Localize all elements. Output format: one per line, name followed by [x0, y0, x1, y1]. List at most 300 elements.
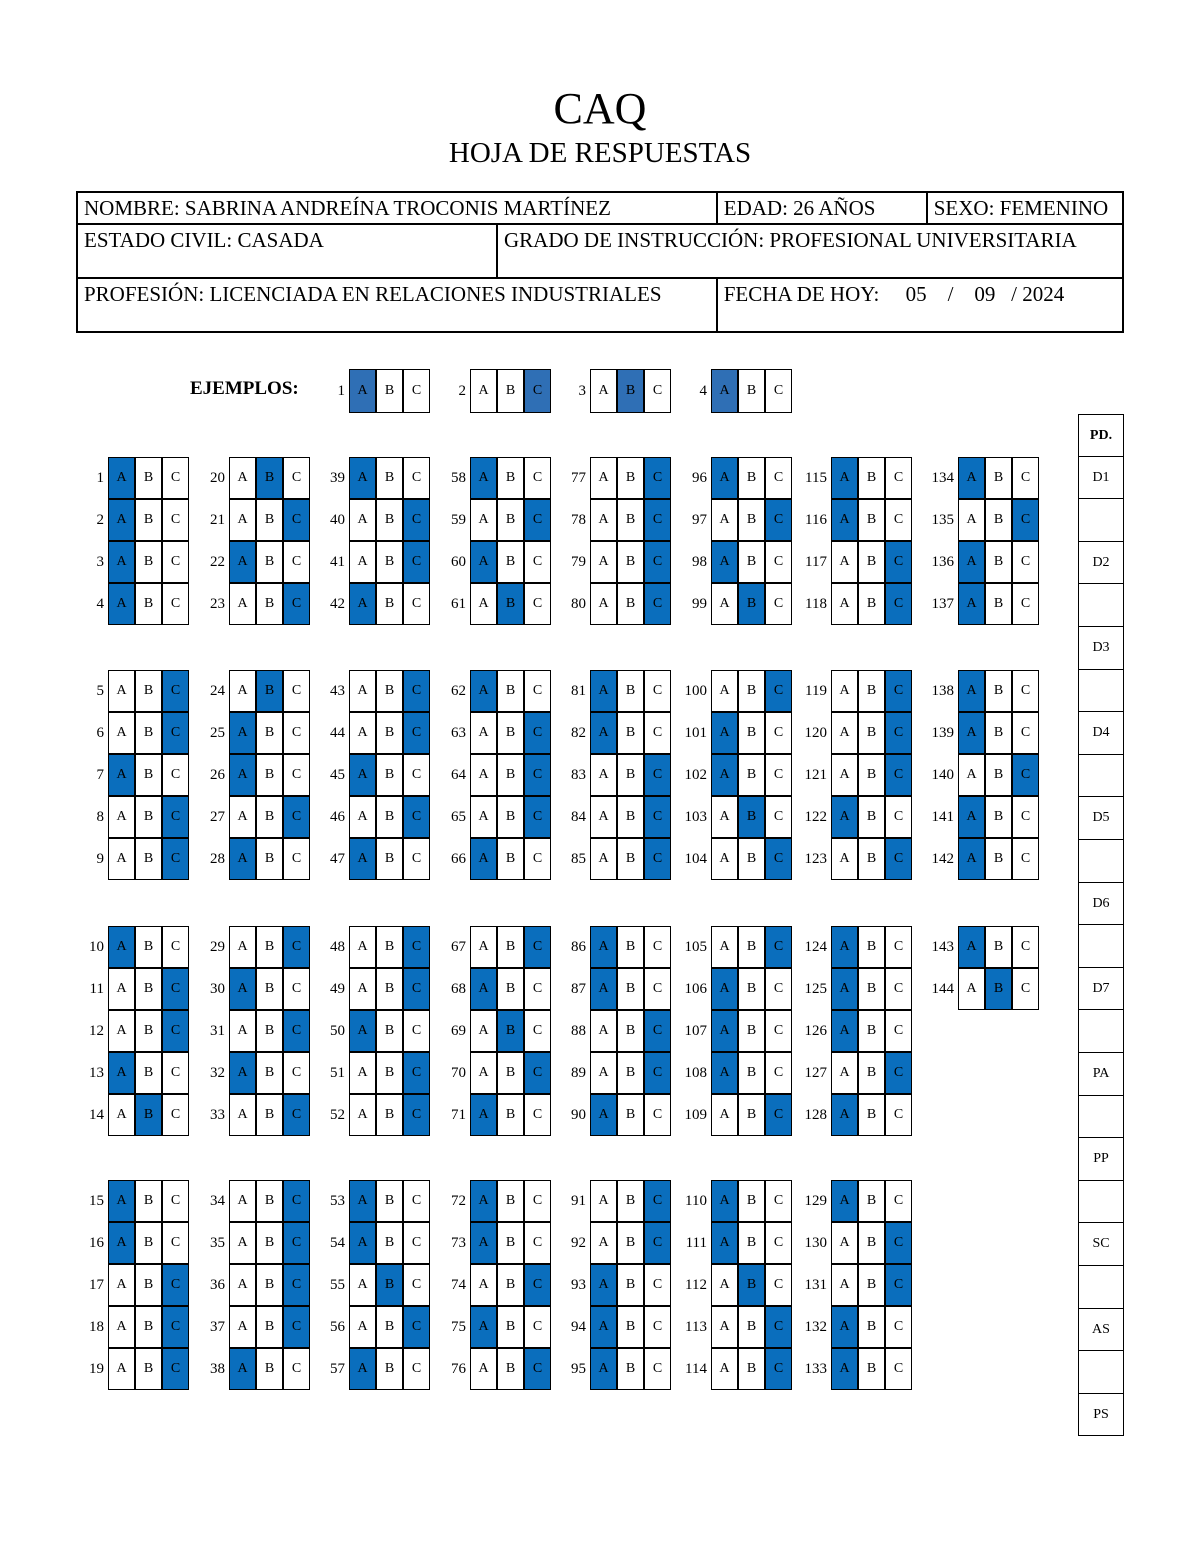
- option-a[interactable]: A: [711, 838, 738, 880]
- option-c[interactable]: C: [644, 926, 671, 968]
- option-a[interactable]: A: [229, 670, 256, 712]
- option-c[interactable]: C: [644, 1306, 671, 1348]
- option-c-selected[interactable]: C: [524, 1348, 551, 1390]
- option-b[interactable]: B: [985, 796, 1012, 838]
- option-c[interactable]: C: [524, 1180, 551, 1222]
- option-b[interactable]: B: [497, 796, 524, 838]
- option-c-selected[interactable]: C: [283, 796, 310, 838]
- score-cell-empty[interactable]: [1078, 584, 1124, 627]
- option-c[interactable]: C: [885, 457, 912, 499]
- option-a-selected[interactable]: A: [108, 926, 135, 968]
- option-b[interactable]: B: [256, 968, 283, 1010]
- option-b[interactable]: B: [497, 541, 524, 583]
- option-b[interactable]: B: [858, 1010, 885, 1052]
- option-c[interactable]: C: [403, 369, 430, 413]
- option-c-selected[interactable]: C: [644, 1222, 671, 1264]
- option-c[interactable]: C: [162, 1052, 189, 1094]
- option-a-selected[interactable]: A: [108, 457, 135, 499]
- score-cell-empty[interactable]: [1078, 1096, 1124, 1139]
- option-b-selected[interactable]: B: [985, 968, 1012, 1010]
- option-a[interactable]: A: [590, 1222, 617, 1264]
- option-c-selected[interactable]: C: [403, 968, 430, 1010]
- option-a-selected[interactable]: A: [470, 1094, 497, 1136]
- option-b[interactable]: B: [617, 1052, 644, 1094]
- option-c[interactable]: C: [403, 1180, 430, 1222]
- option-a[interactable]: A: [229, 583, 256, 625]
- option-c[interactable]: C: [524, 1010, 551, 1052]
- option-a-selected[interactable]: A: [958, 926, 985, 968]
- score-cell-d3[interactable]: D3: [1078, 627, 1124, 670]
- option-b-selected[interactable]: B: [738, 1264, 765, 1306]
- option-c-selected[interactable]: C: [283, 1306, 310, 1348]
- option-c-selected[interactable]: C: [524, 1264, 551, 1306]
- option-c[interactable]: C: [162, 1180, 189, 1222]
- option-c[interactable]: C: [162, 754, 189, 796]
- option-b[interactable]: B: [256, 583, 283, 625]
- option-a-selected[interactable]: A: [958, 457, 985, 499]
- option-b[interactable]: B: [376, 754, 403, 796]
- option-a[interactable]: A: [108, 1264, 135, 1306]
- option-a[interactable]: A: [470, 583, 497, 625]
- option-c-selected[interactable]: C: [524, 754, 551, 796]
- option-b[interactable]: B: [497, 1052, 524, 1094]
- option-b[interactable]: B: [256, 1222, 283, 1264]
- option-b[interactable]: B: [617, 1264, 644, 1306]
- option-c[interactable]: C: [524, 583, 551, 625]
- option-b[interactable]: B: [376, 1052, 403, 1094]
- option-b[interactable]: B: [617, 457, 644, 499]
- option-c-selected[interactable]: C: [283, 1222, 310, 1264]
- option-a[interactable]: A: [590, 1052, 617, 1094]
- option-a-selected[interactable]: A: [349, 838, 376, 880]
- option-c-selected[interactable]: C: [1012, 499, 1039, 541]
- option-a[interactable]: A: [349, 926, 376, 968]
- option-b[interactable]: B: [858, 1306, 885, 1348]
- option-a-selected[interactable]: A: [958, 670, 985, 712]
- option-b[interactable]: B: [497, 457, 524, 499]
- option-a-selected[interactable]: A: [108, 1052, 135, 1094]
- option-c-selected[interactable]: C: [403, 1052, 430, 1094]
- option-a-selected[interactable]: A: [831, 499, 858, 541]
- option-a[interactable]: A: [229, 1264, 256, 1306]
- option-a-selected[interactable]: A: [958, 712, 985, 754]
- option-c[interactable]: C: [1012, 457, 1039, 499]
- option-c[interactable]: C: [283, 838, 310, 880]
- option-c-selected[interactable]: C: [162, 1348, 189, 1390]
- option-c[interactable]: C: [644, 968, 671, 1010]
- option-b[interactable]: B: [135, 670, 162, 712]
- score-cell-d5[interactable]: D5: [1078, 797, 1124, 840]
- option-a[interactable]: A: [470, 1010, 497, 1052]
- option-b[interactable]: B: [256, 1264, 283, 1306]
- option-a-selected[interactable]: A: [108, 1222, 135, 1264]
- option-a-selected[interactable]: A: [108, 1180, 135, 1222]
- option-c[interactable]: C: [885, 1348, 912, 1390]
- option-c-selected[interactable]: C: [644, 1052, 671, 1094]
- option-c-selected[interactable]: C: [162, 968, 189, 1010]
- option-a-selected[interactable]: A: [831, 1180, 858, 1222]
- option-b[interactable]: B: [617, 1180, 644, 1222]
- option-a-selected[interactable]: A: [229, 1052, 256, 1094]
- option-b[interactable]: B: [985, 926, 1012, 968]
- option-a[interactable]: A: [229, 457, 256, 499]
- option-c-selected[interactable]: C: [885, 1052, 912, 1094]
- option-a-selected[interactable]: A: [711, 1010, 738, 1052]
- option-a[interactable]: A: [711, 1264, 738, 1306]
- option-b[interactable]: B: [376, 583, 403, 625]
- option-a[interactable]: A: [590, 838, 617, 880]
- option-c-selected[interactable]: C: [283, 1094, 310, 1136]
- option-b-selected[interactable]: B: [617, 369, 644, 413]
- option-a[interactable]: A: [108, 670, 135, 712]
- option-b[interactable]: B: [858, 712, 885, 754]
- option-c-selected[interactable]: C: [644, 1010, 671, 1052]
- option-c-selected[interactable]: C: [644, 754, 671, 796]
- option-c-selected[interactable]: C: [283, 1264, 310, 1306]
- option-a-selected[interactable]: A: [349, 1348, 376, 1390]
- option-a[interactable]: A: [831, 1222, 858, 1264]
- score-cell-empty[interactable]: [1078, 499, 1124, 542]
- option-c-selected[interactable]: C: [765, 926, 792, 968]
- option-a-selected[interactable]: A: [590, 1264, 617, 1306]
- option-c[interactable]: C: [162, 457, 189, 499]
- option-a[interactable]: A: [349, 968, 376, 1010]
- option-b[interactable]: B: [135, 838, 162, 880]
- option-b-selected[interactable]: B: [376, 1264, 403, 1306]
- option-a-selected[interactable]: A: [349, 754, 376, 796]
- option-a-selected[interactable]: A: [229, 838, 256, 880]
- option-b[interactable]: B: [256, 926, 283, 968]
- option-b[interactable]: B: [497, 712, 524, 754]
- option-b[interactable]: B: [497, 1094, 524, 1136]
- option-c[interactable]: C: [283, 712, 310, 754]
- option-c[interactable]: C: [765, 541, 792, 583]
- option-a[interactable]: A: [349, 499, 376, 541]
- option-b[interactable]: B: [858, 968, 885, 1010]
- score-cell-d1[interactable]: D1: [1078, 457, 1124, 500]
- option-a[interactable]: A: [590, 369, 617, 413]
- option-a[interactable]: A: [711, 583, 738, 625]
- option-b[interactable]: B: [858, 583, 885, 625]
- option-c[interactable]: C: [885, 1306, 912, 1348]
- option-b[interactable]: B: [985, 457, 1012, 499]
- option-b[interactable]: B: [376, 1180, 403, 1222]
- option-a[interactable]: A: [470, 499, 497, 541]
- option-c[interactable]: C: [524, 670, 551, 712]
- option-a[interactable]: A: [470, 926, 497, 968]
- option-c[interactable]: C: [1012, 712, 1039, 754]
- option-a-selected[interactable]: A: [470, 838, 497, 880]
- option-c-selected[interactable]: C: [644, 796, 671, 838]
- option-c[interactable]: C: [765, 583, 792, 625]
- option-c[interactable]: C: [283, 754, 310, 796]
- option-c-selected[interactable]: C: [403, 926, 430, 968]
- option-b[interactable]: B: [135, 1010, 162, 1052]
- option-c[interactable]: C: [765, 1052, 792, 1094]
- option-b[interactable]: B: [376, 499, 403, 541]
- option-b[interactable]: B: [135, 796, 162, 838]
- option-b[interactable]: B: [738, 712, 765, 754]
- option-b-selected[interactable]: B: [738, 583, 765, 625]
- option-b[interactable]: B: [738, 369, 765, 413]
- option-c-selected[interactable]: C: [765, 1306, 792, 1348]
- option-a-selected[interactable]: A: [590, 1348, 617, 1390]
- option-b[interactable]: B: [135, 926, 162, 968]
- option-a-selected[interactable]: A: [831, 796, 858, 838]
- score-cell-as[interactable]: AS: [1078, 1309, 1124, 1352]
- option-a-selected[interactable]: A: [958, 838, 985, 880]
- option-c-selected[interactable]: C: [885, 712, 912, 754]
- option-a-selected[interactable]: A: [711, 1222, 738, 1264]
- option-b[interactable]: B: [858, 457, 885, 499]
- option-b[interactable]: B: [497, 838, 524, 880]
- option-b[interactable]: B: [497, 926, 524, 968]
- option-c[interactable]: C: [1012, 583, 1039, 625]
- option-a[interactable]: A: [108, 1094, 135, 1136]
- option-b[interactable]: B: [497, 499, 524, 541]
- option-a[interactable]: A: [590, 583, 617, 625]
- option-a[interactable]: A: [590, 1010, 617, 1052]
- option-a[interactable]: A: [831, 838, 858, 880]
- option-b[interactable]: B: [256, 1052, 283, 1094]
- option-c-selected[interactable]: C: [765, 499, 792, 541]
- option-b[interactable]: B: [497, 754, 524, 796]
- score-cell-empty[interactable]: [1078, 1181, 1124, 1224]
- option-b[interactable]: B: [617, 968, 644, 1010]
- option-c-selected[interactable]: C: [644, 499, 671, 541]
- option-a-selected[interactable]: A: [349, 1010, 376, 1052]
- option-c[interactable]: C: [403, 1222, 430, 1264]
- option-b-selected[interactable]: B: [135, 1094, 162, 1136]
- option-a-selected[interactable]: A: [590, 712, 617, 754]
- option-c[interactable]: C: [765, 369, 792, 413]
- option-c-selected[interactable]: C: [283, 926, 310, 968]
- option-a[interactable]: A: [229, 926, 256, 968]
- option-c-selected[interactable]: C: [403, 1094, 430, 1136]
- option-a-selected[interactable]: A: [349, 457, 376, 499]
- option-c[interactable]: C: [162, 1094, 189, 1136]
- option-b[interactable]: B: [858, 1180, 885, 1222]
- option-c[interactable]: C: [644, 1348, 671, 1390]
- option-a[interactable]: A: [229, 499, 256, 541]
- option-c[interactable]: C: [524, 1094, 551, 1136]
- option-a[interactable]: A: [831, 1052, 858, 1094]
- option-c-selected[interactable]: C: [885, 1264, 912, 1306]
- option-c-selected[interactable]: C: [162, 1010, 189, 1052]
- option-c[interactable]: C: [765, 1222, 792, 1264]
- option-b[interactable]: B: [738, 1348, 765, 1390]
- option-a[interactable]: A: [831, 541, 858, 583]
- option-a-selected[interactable]: A: [108, 583, 135, 625]
- option-a-selected[interactable]: A: [831, 1348, 858, 1390]
- option-a-selected[interactable]: A: [711, 968, 738, 1010]
- option-c-selected[interactable]: C: [885, 838, 912, 880]
- option-b[interactable]: B: [135, 1222, 162, 1264]
- option-c[interactable]: C: [283, 670, 310, 712]
- option-b[interactable]: B: [985, 541, 1012, 583]
- option-a[interactable]: A: [958, 754, 985, 796]
- option-b[interactable]: B: [617, 926, 644, 968]
- option-b[interactable]: B: [738, 838, 765, 880]
- option-b[interactable]: B: [738, 1180, 765, 1222]
- option-a-selected[interactable]: A: [229, 1348, 256, 1390]
- option-b-selected[interactable]: B: [256, 670, 283, 712]
- score-cell-empty[interactable]: [1078, 1351, 1124, 1394]
- option-c-selected[interactable]: C: [403, 796, 430, 838]
- option-a-selected[interactable]: A: [831, 1094, 858, 1136]
- option-b[interactable]: B: [376, 796, 403, 838]
- option-b[interactable]: B: [985, 670, 1012, 712]
- option-c[interactable]: C: [885, 796, 912, 838]
- option-a[interactable]: A: [229, 1094, 256, 1136]
- option-b[interactable]: B: [135, 583, 162, 625]
- option-c-selected[interactable]: C: [283, 499, 310, 541]
- option-c[interactable]: C: [524, 457, 551, 499]
- option-c[interactable]: C: [524, 541, 551, 583]
- option-a[interactable]: A: [349, 1264, 376, 1306]
- option-b[interactable]: B: [376, 670, 403, 712]
- option-a[interactable]: A: [590, 796, 617, 838]
- option-b[interactable]: B: [376, 541, 403, 583]
- option-c[interactable]: C: [1012, 968, 1039, 1010]
- option-c[interactable]: C: [524, 968, 551, 1010]
- option-a-selected[interactable]: A: [470, 1222, 497, 1264]
- option-b[interactable]: B: [135, 754, 162, 796]
- option-b[interactable]: B: [858, 541, 885, 583]
- option-b[interactable]: B: [985, 838, 1012, 880]
- option-b-selected[interactable]: B: [497, 1010, 524, 1052]
- option-c[interactable]: C: [283, 541, 310, 583]
- option-b[interactable]: B: [376, 1222, 403, 1264]
- option-a[interactable]: A: [349, 1052, 376, 1094]
- option-b[interactable]: B: [376, 1094, 403, 1136]
- option-c[interactable]: C: [885, 499, 912, 541]
- option-c-selected[interactable]: C: [644, 583, 671, 625]
- option-a-selected[interactable]: A: [711, 754, 738, 796]
- option-c[interactable]: C: [765, 457, 792, 499]
- option-b[interactable]: B: [256, 754, 283, 796]
- option-a[interactable]: A: [108, 1348, 135, 1390]
- option-b[interactable]: B: [376, 369, 403, 413]
- score-cell-d2[interactable]: D2: [1078, 542, 1124, 585]
- option-a-selected[interactable]: A: [229, 754, 256, 796]
- option-c[interactable]: C: [644, 1094, 671, 1136]
- option-a-selected[interactable]: A: [229, 968, 256, 1010]
- option-c[interactable]: C: [524, 838, 551, 880]
- option-c[interactable]: C: [765, 1180, 792, 1222]
- option-c[interactable]: C: [283, 457, 310, 499]
- option-c-selected[interactable]: C: [524, 1052, 551, 1094]
- option-b[interactable]: B: [617, 583, 644, 625]
- option-b[interactable]: B: [617, 499, 644, 541]
- option-c[interactable]: C: [765, 1010, 792, 1052]
- option-c[interactable]: C: [765, 796, 792, 838]
- option-a[interactable]: A: [590, 1180, 617, 1222]
- option-b[interactable]: B: [617, 670, 644, 712]
- option-b[interactable]: B: [497, 1264, 524, 1306]
- score-cell-pp[interactable]: PP: [1078, 1138, 1124, 1181]
- option-b[interactable]: B: [256, 838, 283, 880]
- option-a[interactable]: A: [711, 926, 738, 968]
- option-a[interactable]: A: [711, 499, 738, 541]
- option-a[interactable]: A: [470, 1348, 497, 1390]
- option-b-selected[interactable]: B: [738, 796, 765, 838]
- option-a-selected[interactable]: A: [831, 1306, 858, 1348]
- option-c-selected[interactable]: C: [885, 541, 912, 583]
- option-a-selected[interactable]: A: [108, 541, 135, 583]
- option-c[interactable]: C: [644, 369, 671, 413]
- option-b[interactable]: B: [256, 1180, 283, 1222]
- option-a[interactable]: A: [108, 1010, 135, 1052]
- option-b[interactable]: B: [858, 1222, 885, 1264]
- option-b[interactable]: B: [738, 1052, 765, 1094]
- option-a[interactable]: A: [590, 457, 617, 499]
- option-c-selected[interactable]: C: [885, 1222, 912, 1264]
- option-b[interactable]: B: [858, 926, 885, 968]
- option-c-selected[interactable]: C: [644, 838, 671, 880]
- option-a-selected[interactable]: A: [831, 926, 858, 968]
- option-c-selected[interactable]: C: [765, 1094, 792, 1136]
- option-c-selected[interactable]: C: [885, 754, 912, 796]
- option-a-selected[interactable]: A: [470, 670, 497, 712]
- option-c-selected[interactable]: C: [162, 670, 189, 712]
- option-b[interactable]: B: [985, 712, 1012, 754]
- option-a[interactable]: A: [229, 796, 256, 838]
- option-c[interactable]: C: [403, 457, 430, 499]
- score-cell-d6[interactable]: D6: [1078, 883, 1124, 926]
- option-a[interactable]: A: [349, 541, 376, 583]
- option-a[interactable]: A: [349, 796, 376, 838]
- option-b[interactable]: B: [738, 754, 765, 796]
- option-c[interactable]: C: [644, 712, 671, 754]
- option-a-selected[interactable]: A: [958, 583, 985, 625]
- option-c[interactable]: C: [1012, 796, 1039, 838]
- option-b[interactable]: B: [135, 499, 162, 541]
- option-b[interactable]: B: [376, 457, 403, 499]
- option-b[interactable]: B: [858, 754, 885, 796]
- option-b[interactable]: B: [135, 1306, 162, 1348]
- option-a[interactable]: A: [108, 968, 135, 1010]
- option-a-selected[interactable]: A: [349, 369, 376, 413]
- option-c[interactable]: C: [524, 1222, 551, 1264]
- option-c[interactable]: C: [403, 583, 430, 625]
- option-b[interactable]: B: [617, 1222, 644, 1264]
- option-a[interactable]: A: [108, 712, 135, 754]
- option-b[interactable]: B: [135, 541, 162, 583]
- option-b[interactable]: B: [858, 670, 885, 712]
- option-a-selected[interactable]: A: [470, 457, 497, 499]
- option-a-selected[interactable]: A: [349, 1180, 376, 1222]
- score-cell-empty[interactable]: [1078, 840, 1124, 883]
- option-b[interactable]: B: [617, 838, 644, 880]
- option-a[interactable]: A: [590, 499, 617, 541]
- option-a-selected[interactable]: A: [590, 1306, 617, 1348]
- option-c-selected[interactable]: C: [885, 670, 912, 712]
- option-b[interactable]: B: [617, 1348, 644, 1390]
- option-c-selected[interactable]: C: [403, 670, 430, 712]
- option-a[interactable]: A: [958, 968, 985, 1010]
- score-cell-empty[interactable]: [1078, 1266, 1124, 1309]
- option-b[interactable]: B: [497, 1222, 524, 1264]
- option-b[interactable]: B: [135, 457, 162, 499]
- option-c[interactable]: C: [403, 1348, 430, 1390]
- option-c[interactable]: C: [765, 754, 792, 796]
- option-b[interactable]: B: [135, 1348, 162, 1390]
- option-b[interactable]: B: [738, 1306, 765, 1348]
- option-c-selected[interactable]: C: [162, 712, 189, 754]
- option-c[interactable]: C: [644, 670, 671, 712]
- option-c[interactable]: C: [1012, 926, 1039, 968]
